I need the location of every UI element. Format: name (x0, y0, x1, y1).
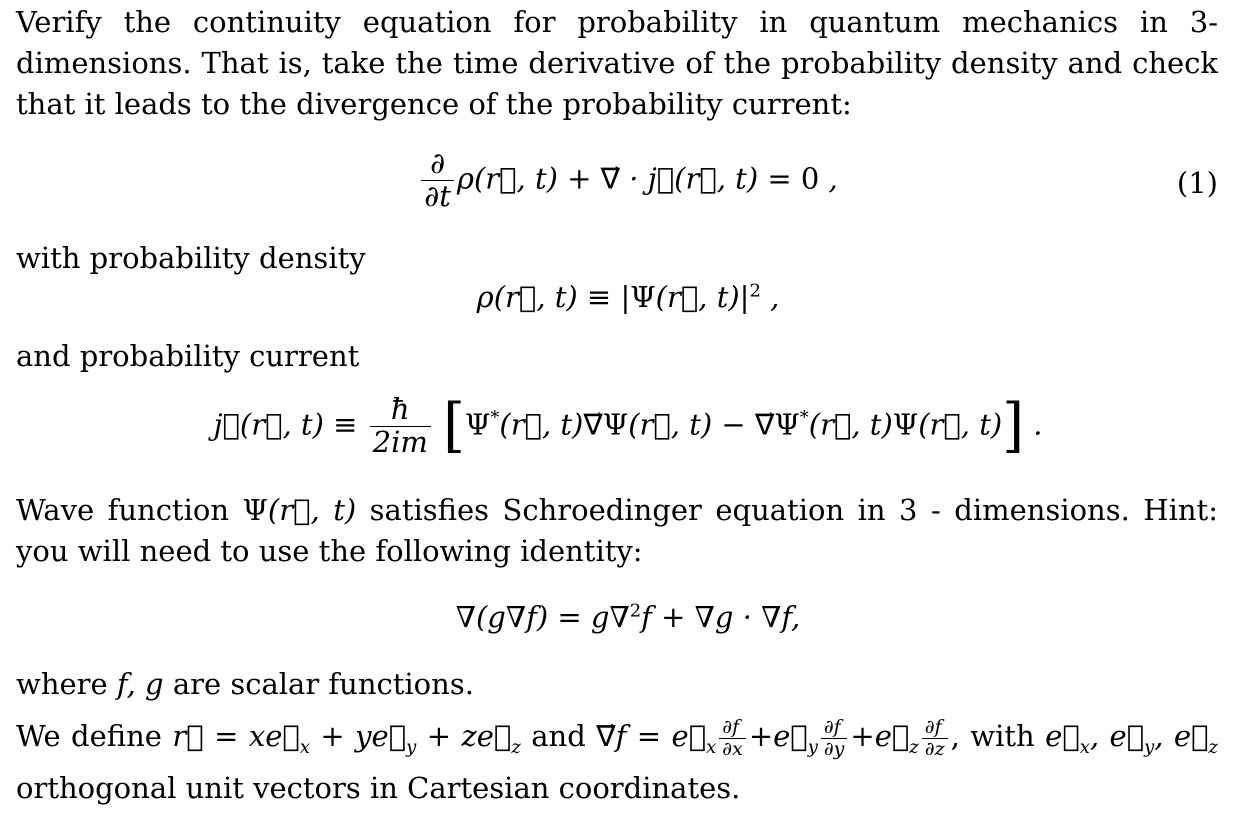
density-label: with probability density (16, 241, 366, 275)
current-equation: j⃗(r⃗, t) ≡ $\frac{ħ}{2im}$ [Ψ*(r⃗, t)∇⃗Ψ(r⃗, t) − ∇⃗Ψ*(r⃗, t)Ψ(r⃗, t)] . (213, 391, 1043, 460)
density-equation: ρ(r⃗, t) ≡ |Ψ(r⃗, $t)|^2$ , (476, 280, 780, 314)
equation-number: (1) (1176, 166, 1218, 200)
continuity-equation: $\frac{\partial}{\partial t}$ ρ(r⃗, t) + ∇⃗ · j⃗(r⃗, t) = 0 , (0, 148, 1256, 213)
intro-paragraph (16, 2, 1218, 125)
hint-paragraph: Wave function Ψ(r⃗, t) satisfies Schroedinger equation in 3 - dimensions. Hint: you will need to use the following identity: (16, 493, 1218, 568)
partial-t-fraction: $\frac{\partial}{\partial t}$ (421, 148, 454, 213)
hbar-fraction: $\frac{ħ}{2im}$ (370, 394, 431, 459)
where-line: where f, g are scalar functions. (16, 667, 474, 701)
define-paragraph: We define r⃗ = $xe⃗_x$ + $ye⃗_y$ + $ze⃗_z$ and ∇⃗f = $e⃗_x$ $\frac{\partial f}{\partial x}$ $+e⃗_y$ $\frac{\partial f}{\partial y}$ $+e⃗_z$ $\frac{\partial f}{\partial z}$ , with $e⃗_x$, $e⃗_y$, $e⃗_z$ orthogonal unit vectors in Cartesian coordinates. (16, 715, 1218, 805)
current-label: and probability current (16, 339, 360, 373)
intro-text: Verify the continuity equation for probability in quantum mechanics in 3-dimensions. That is, take the time derivative of the probability density and check that it leads to the divergence of the probability current: (16, 5, 1218, 121)
identity-equation: ∇(g∇f) = g∇$^2$f + ∇g · ∇f, (455, 600, 801, 634)
